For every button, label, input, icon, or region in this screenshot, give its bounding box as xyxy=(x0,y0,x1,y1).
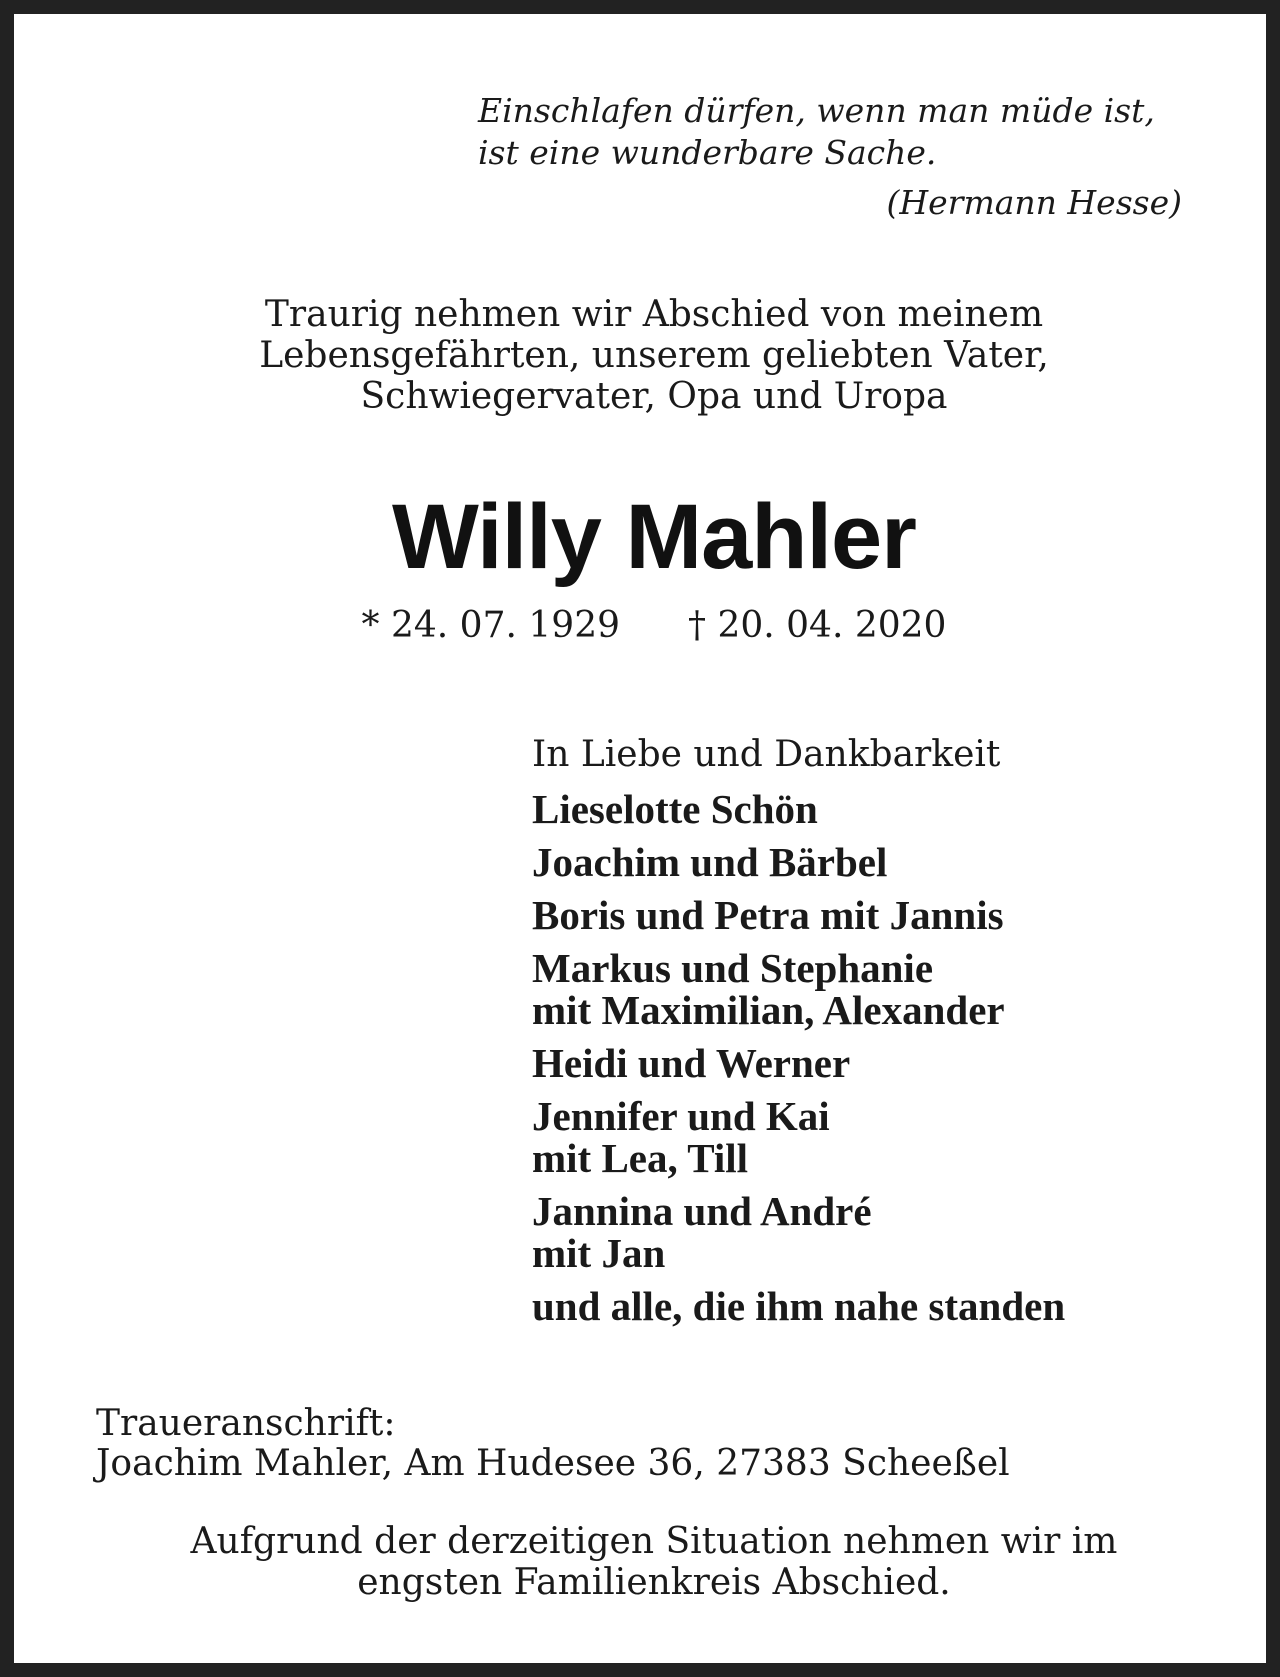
deceased-name: Willy Mahler xyxy=(392,486,916,588)
mourner-line: Jannina und André xyxy=(532,1188,872,1234)
mourner-line: Lieselotte Schön xyxy=(532,786,818,832)
quote-author: (Hermann Hesse) xyxy=(886,183,1182,222)
note-line-1: Aufgrund der derzeitigen Situation nehmen wir im xyxy=(190,1521,1118,1562)
mourner-entry xyxy=(532,1190,1252,1274)
address-line: Joachim Mahler, Am Hudesee 36, 27383 Scheeßel xyxy=(96,1443,1010,1484)
mourner-line: mit Maximilian, Alexander xyxy=(532,987,1005,1033)
birth-date: * 24. 07. 1929 xyxy=(361,605,620,646)
mourner-entry xyxy=(532,1095,1252,1179)
death-date: † 20. 04. 2020 xyxy=(688,605,947,646)
intro-line-3: Schwiegervater, Opa und Uropa xyxy=(360,376,948,417)
mourner-line: Joachim und Bärbel xyxy=(532,839,888,885)
mourner-entry xyxy=(532,788,1252,830)
mourner-line: Jennifer und Kai xyxy=(532,1093,830,1139)
mourner-entry xyxy=(532,894,1252,936)
quote-line-1: Einschlafen dürfen, wenn man müde ist, xyxy=(478,91,1155,130)
mourner-entry xyxy=(532,841,1252,883)
address-label: Traueranschrift: xyxy=(96,1403,396,1444)
life-dates xyxy=(14,604,1280,648)
note-line-2: engsten Familienkreis Abschied. xyxy=(357,1562,951,1603)
mourner-entry xyxy=(532,1042,1252,1084)
mourner-line: mit Jan xyxy=(532,1230,666,1276)
mourner-line: und alle, die ihm nahe standen xyxy=(532,1283,1066,1329)
intro-line-2: Lebensgefährten, unserem geliebten Vater, xyxy=(259,335,1049,376)
quote-block xyxy=(462,90,1182,224)
mourner-entry xyxy=(532,947,1252,1031)
mourner-line: Heidi und Werner xyxy=(532,1040,851,1086)
mourner-line: Markus und Stephanie xyxy=(532,945,934,991)
mourner-line: mit Lea, Till xyxy=(532,1135,749,1181)
intro-text xyxy=(14,294,1280,417)
mourning-address xyxy=(96,1404,1010,1484)
mourner-entry xyxy=(532,1285,1252,1327)
mourner-line: Boris und Petra mit Jannis xyxy=(532,892,1004,938)
quote-line-2: ist eine wunderbare Sache. xyxy=(478,133,937,172)
closing-note xyxy=(14,1521,1280,1603)
intro-line-1: Traurig nehmen wir Abschied von meinem xyxy=(264,294,1044,335)
mourners-block xyxy=(532,732,1252,1338)
mourners-intro: In Liebe und Dankbarkeit xyxy=(532,734,1001,775)
